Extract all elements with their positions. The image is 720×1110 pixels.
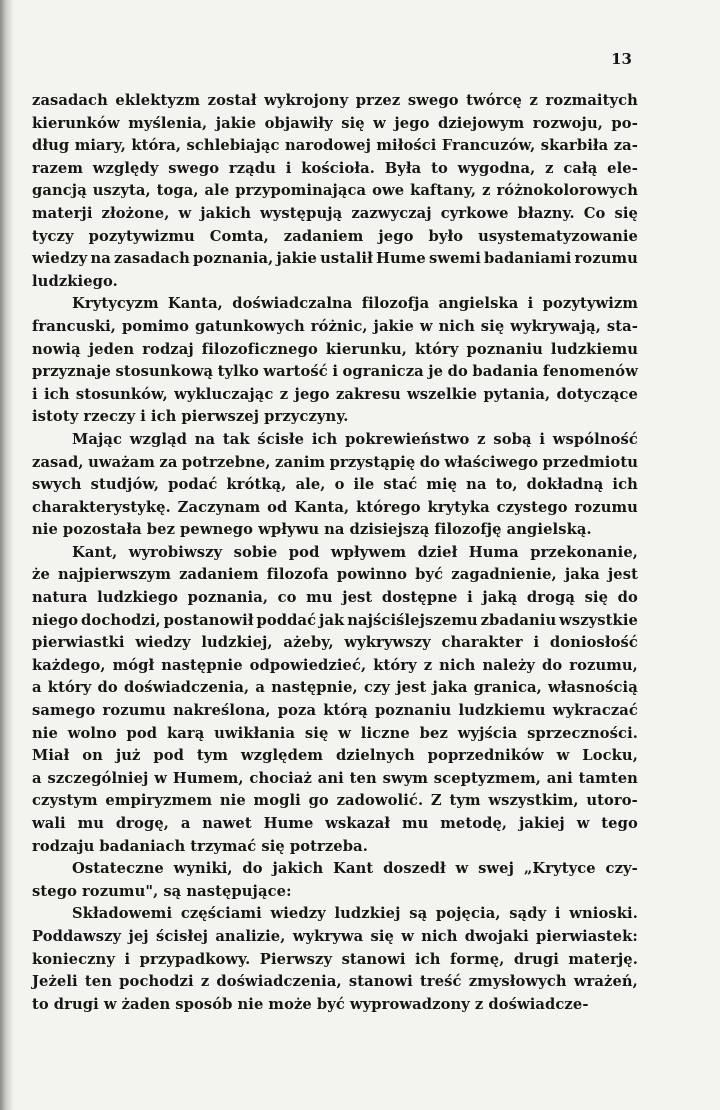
scan-edge-shadow [0, 0, 14, 1110]
text-line: istoty rzeczy i ich pierwszej przyczyny. [32, 408, 349, 426]
text-line: gancją uszyta, toga, ale przypominająca owe kaftany, z różnokolorowych [32, 182, 638, 200]
text-line: tyczy pozytywizmu Comta, zadaniem jego było usystematyzowanie [32, 227, 638, 245]
text-line: a szczególniej w Humem, chociaż ani ten swym sceptyzmem, ani tamten [32, 769, 638, 787]
paragraph [32, 90, 638, 293]
text-line: nie pozostała bez pewnego wpływu na dzisiejszą filozofję angielską. [32, 521, 592, 539]
text-line: stego rozumu", są następujące: [32, 882, 292, 900]
page-number: 13 [611, 50, 632, 68]
text-line: nie wolno pod karą uwikłania się w liczne bez wyjścia sprzeczności. [32, 724, 638, 742]
text-line: Kant, wyrobiwszy sobie pod wpływem dzieł Huma przekonanie, [72, 543, 638, 561]
text-line: Składowemi częściami wiedzy ludzkiej są pojęcia, sądy i wnioski. [72, 905, 638, 923]
text-line: natura ludzkiego poznania, co mu jest dostępne i jaką drogą się do [32, 589, 638, 607]
text-line: czystym empiryzmem nie mogli go zadowolić. Z tym wszystkim, utoro- [32, 792, 638, 810]
text-line: Poddawszy jej ścisłej analizie, wykrywa się w nich dwojaki pierwiastek: [32, 927, 638, 945]
text-line: dług miary, która, schlebiając narodowej miłości Francuzów, skarbiła za- [32, 137, 638, 155]
text-line: Ostateczne wyniki, do jakich Kant doszedł w swej „Krytyce czy- [72, 860, 638, 878]
text-line: swych studjów, podać krótką, ale, o ile stać mię na to, dokładną ich [32, 476, 638, 494]
text-line: że najpierwszym zadaniem filozofa powinno być zagadnienie, jaka jest [32, 566, 638, 584]
text-line: to drugi w żaden sposób nie może być wyprowadzony z doświadcze- [32, 995, 589, 1013]
text-line: Jeżeli ten pochodzi z doświadczenia, stanowi treść zmysłowych wrażeń, [32, 973, 638, 991]
text-line: zasadach eklektyzm został wykrojony przez swego twórcę z rozmaitych [32, 92, 638, 109]
text-line: ludzkiego. [32, 272, 118, 290]
text-line: i ich stosunków, wykluczając z jego zakresu wszelkie pytania, dotyczące [32, 385, 638, 403]
text-line: kierunków myślenia, jakie objawiły się w jego dziejowym rozwoju, po- [32, 114, 638, 132]
text-line: samego rozumu nakreślona, poza którą poznaniu ludzkiemu wykraczać [32, 702, 638, 720]
text-line: pierwiastki wiedzy ludzkiej, ażeby, wykrywszy charakter i doniosłość [32, 634, 638, 652]
paragraph [32, 542, 638, 858]
text-line: zasad, uważam za potrzebne, zanim przystąpię do właściwego przedmiotu [32, 453, 638, 471]
text-line: wiedzy na zasadach poznania, jakie ustalił Hume swemi badaniami rozumu [32, 250, 638, 268]
text-line: materji złożone, w jakich występują zazwyczaj cyrkowe błazny. Co się [32, 204, 638, 222]
text-line: rodzaju badaniach trzymać się potrzeba. [32, 837, 368, 855]
text-line: francuski, pomimo gatunkowych różnic, jakie w nich się wykrywają, sta- [32, 317, 638, 335]
text-line: a który do doświadczenia, a następnie, czy jest jaka granica, własnością [32, 679, 638, 697]
text-line: wali mu drogę, a nawet Hume wskazał mu metodę, jakiej w tego [32, 815, 638, 832]
paragraph [32, 293, 638, 429]
body-text [32, 90, 638, 1016]
paragraph [32, 429, 638, 542]
text-line: nowią jeden rodzaj filozoficznego kierunku, który poznaniu ludzkiemu [32, 340, 638, 358]
paragraph [32, 858, 638, 903]
text-line: razem względy swego rządu i kościoła. Była to wygodna, z całą ele- [32, 159, 638, 177]
text-line: przyznaje stosunkową tylko wartość i ogranicza je do badania fenomenów [32, 363, 638, 381]
text-line: Krytycyzm Kanta, doświadczalna filozofja angielska i pozytywizm [72, 295, 638, 313]
text-line: Miał on już pod tym względem dzielnych poprzedników w Locku, [32, 747, 638, 765]
text-line: niego dochodzi, postanowił poddać jak najściślejszemu zbadaniu wszystkie [32, 611, 638, 629]
paragraph [32, 903, 638, 1016]
text-line: każdego, mógł następnie odpowiedzieć, który z nich należy do rozumu, [32, 656, 638, 674]
text-line: konieczny i przypadkowy. Pierwszy stanowi ich formę, drugi materję. [32, 950, 638, 968]
text-line: charakterystykę. Zaczynam od Kanta, którego krytyka czystego rozumu [32, 498, 638, 516]
text-line: Mając wzgląd na tak ścisłe ich pokrewieństwo z sobą i wspólność [72, 430, 638, 448]
